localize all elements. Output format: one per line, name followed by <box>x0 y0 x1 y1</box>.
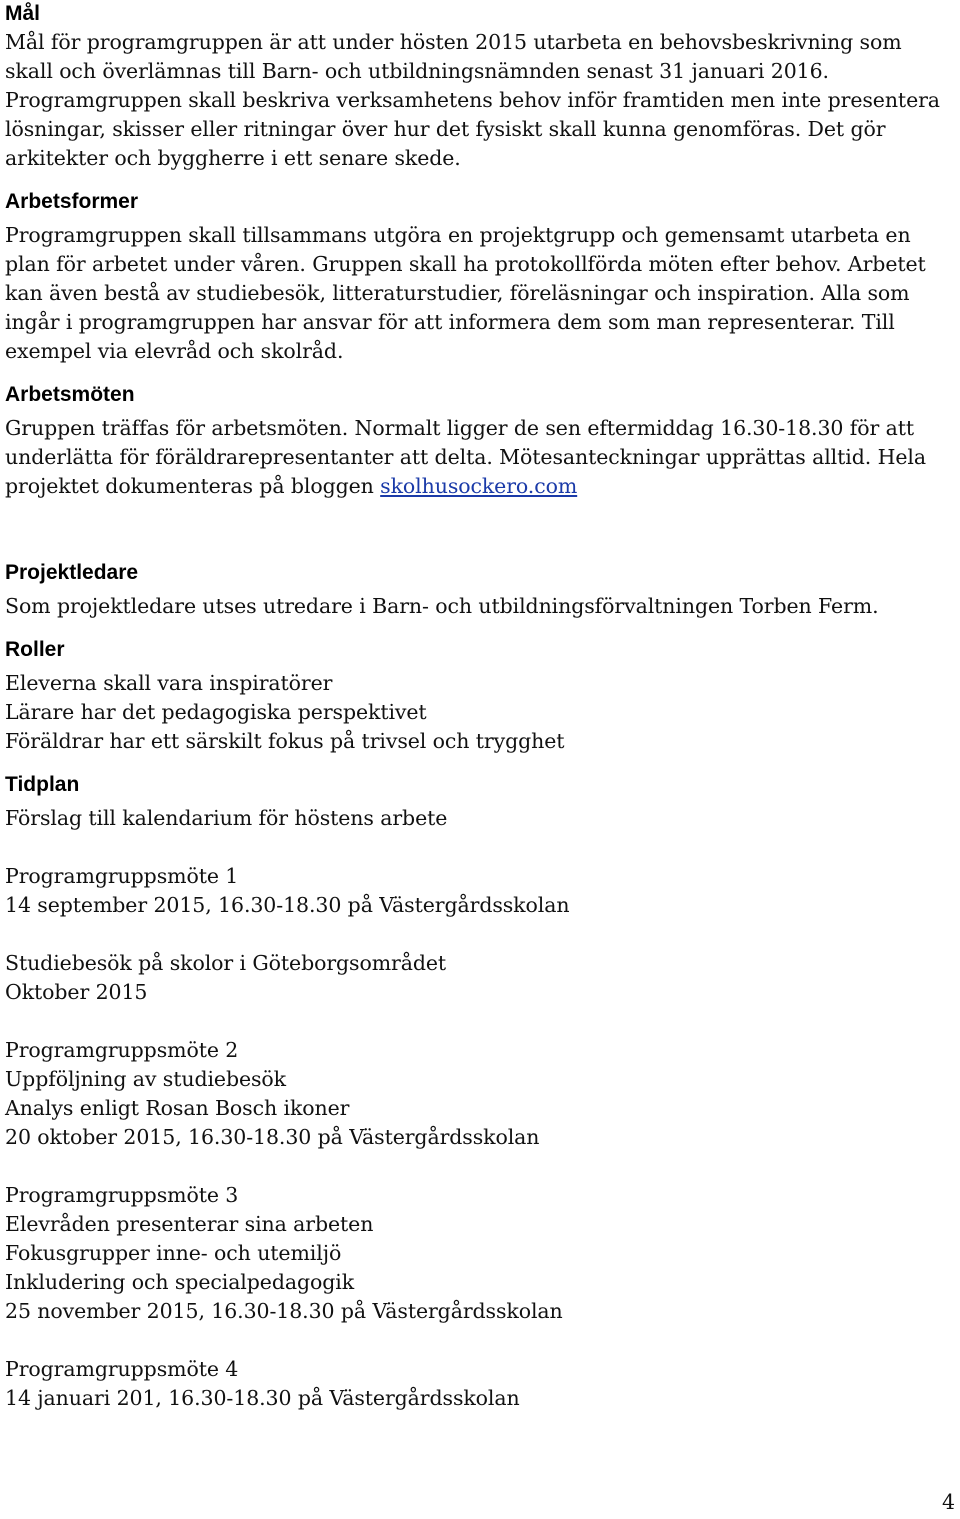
schedule-line: Analys enligt Rosan Bosch ikoner <box>5 1096 350 1120</box>
heading-arbetsmoten: Arbetsmöten <box>5 383 135 406</box>
schedule-line: 14 januari 201, 16.30-18.30 på Västergårdsskolan <box>5 1386 520 1410</box>
paragraph-mal: Mål för programgruppen är att under hösten 2015 utarbeta en behovsbeskrivning som skall och överlämnas till Barn- och utbildningsnämnden senast 31 januari 2016. Programgruppen skall beskriva verksamhetens behov inför framtiden men inte presentera lösningar, skisser eller ritningar över hur det fysiskt skall kunna genomföras. Det gör arkitekter och byggherre i ett senare skede. <box>5 30 940 170</box>
schedule-line: Elevråden presenterar sina arbeten <box>5 1212 374 1236</box>
schedule-line: 14 september 2015, 16.30-18.30 på Västergårdsskolan <box>5 893 570 917</box>
schedule-line: Fokusgrupper inne- och utemiljö <box>5 1241 342 1265</box>
blog-link[interactable]: skolhusockero.com <box>380 474 578 498</box>
heading-roller: Roller <box>5 638 65 661</box>
schedule-line: Programgruppsmöte 2 <box>5 1038 239 1062</box>
roller-line: Lärare har det pedagogiska perspektivet <box>5 700 427 724</box>
schedule-line: 20 oktober 2015, 16.30-18.30 på Västergårdsskolan <box>5 1125 540 1149</box>
paragraph-arbetsmoten <box>5 414 955 501</box>
heading-projektledare: Projektledare <box>5 561 139 584</box>
schedule-line: Inkludering och specialpedagogik <box>5 1270 355 1294</box>
schedule-line: 25 november 2015, 16.30-18.30 på Västergårdsskolan <box>5 1299 563 1323</box>
paragraph-arbetsformer: Programgruppen skall tillsammans utgöra en projektgrupp och gemensamt utarbeta en plan för arbetet under våren. Gruppen skall ha protokollförda möten efter behov. Arbetet kan även bestå av studiebesök, litteraturstudier, föreläsningar och inspiration. Alla som ingår i programgruppen har ansvar för att informera dem som man representerar. Till exempel via elevråd och skolråd. <box>5 223 926 363</box>
roller-line: Föräldrar har ett särskilt fokus på trivsel och trygghet <box>5 729 565 753</box>
heading-mal: Mål <box>5 2 41 25</box>
arbetsmoten-text: Gruppen träffas för arbetsmöten. Normalt ligger de sen eftermiddag 16.30-18.30 för att underlätta för föräldrarepresentanter att delta. Mötesanteckningar upprättas alltid. Hela projektet dokumenteras på bloggen <box>5 416 926 498</box>
schedule-line: Programgruppsmöte 3 <box>5 1183 239 1207</box>
roller-line: Eleverna skall vara inspiratörer <box>5 671 333 695</box>
document-page <box>5 0 955 1413</box>
schedule-line: Oktober 2015 <box>5 980 148 1004</box>
paragraph-projektledare: Som projektledare utses utredare i Barn- och utbildningsförvaltningen Torben Ferm. <box>5 594 879 618</box>
schedule-line: Programgruppsmöte 1 <box>5 864 239 888</box>
schedule-line: Studiebesök på skolor i Göteborgsområdet <box>5 951 447 975</box>
heading-arbetsformer: Arbetsformer <box>5 190 139 213</box>
schedule-line: Uppföljning av studiebesök <box>5 1067 286 1091</box>
heading-tidplan: Tidplan <box>5 773 80 796</box>
page-number: 4 <box>941 1490 955 1514</box>
schedule-line: Programgruppsmöte 4 <box>5 1357 239 1381</box>
tidplan-intro: Förslag till kalendarium för höstens arbete <box>5 806 448 830</box>
